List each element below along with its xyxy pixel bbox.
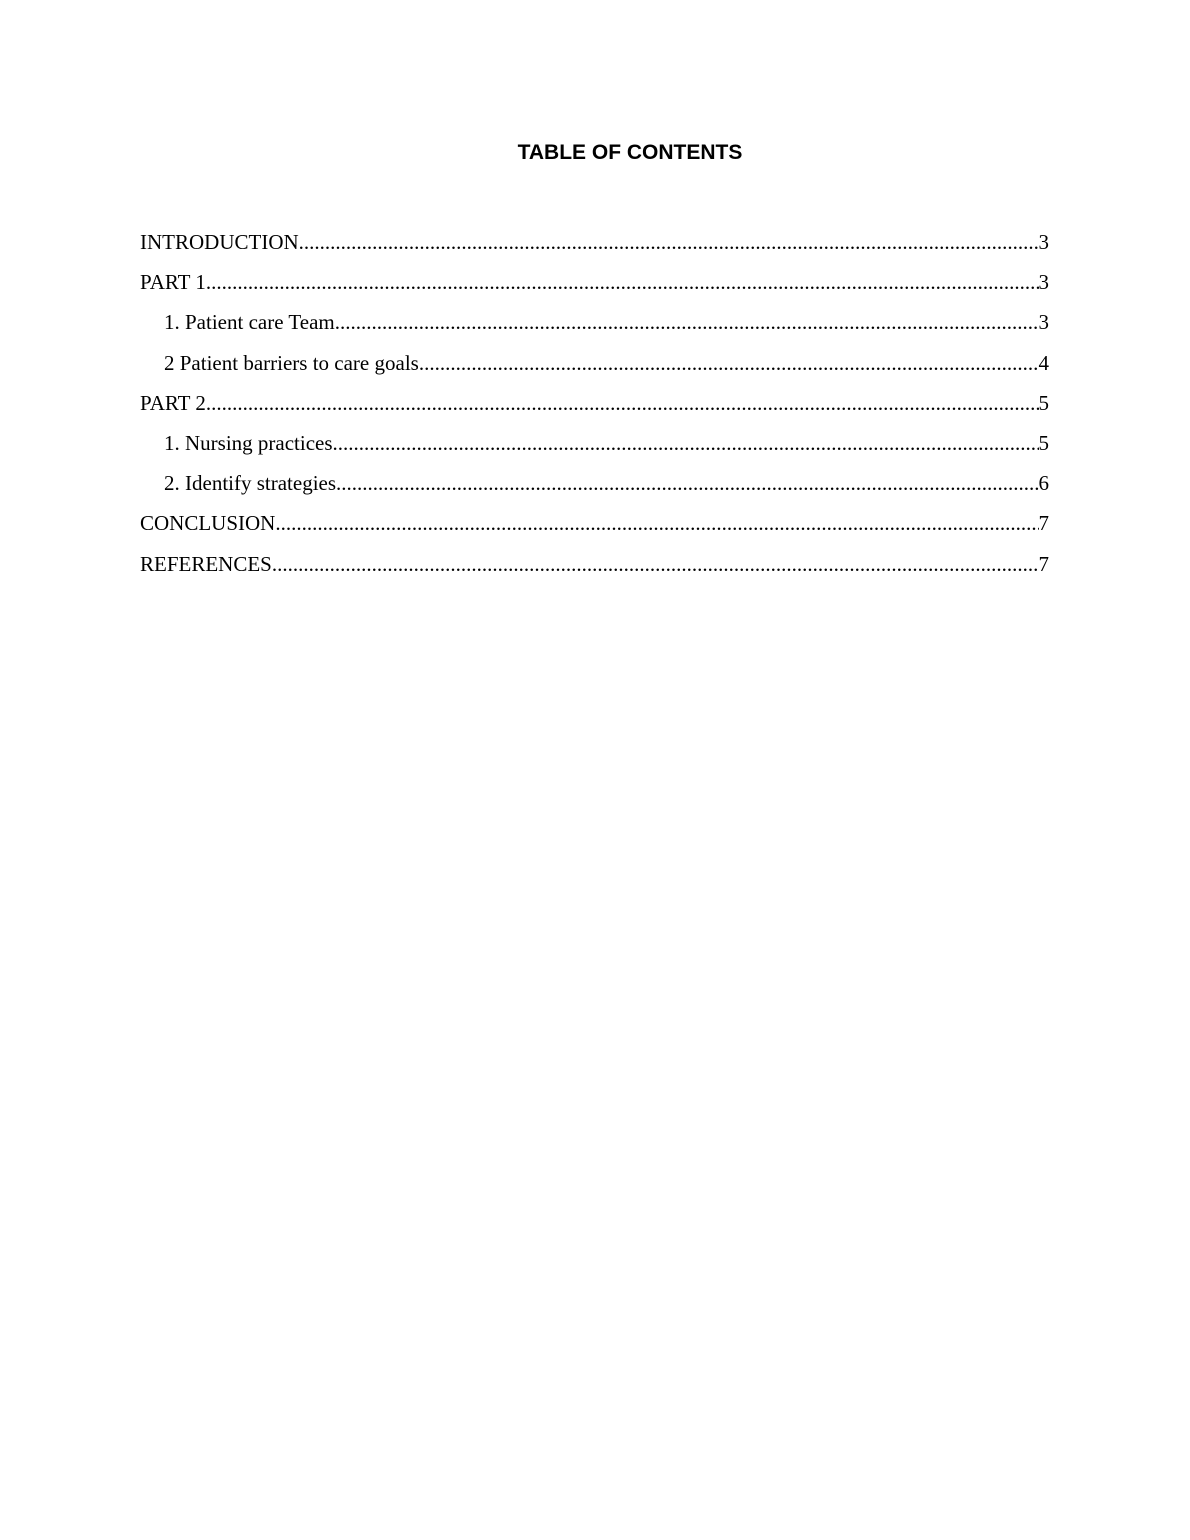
- toc-list: [140, 230, 1049, 592]
- toc-page-number: 3: [1038, 310, 1049, 335]
- toc-entry-nursing-practices[interactable]: [140, 431, 1049, 471]
- toc-entry-label: 1. Patient care Team: [164, 310, 335, 335]
- toc-entry-label: INTRODUCTION: [140, 230, 299, 254]
- toc-entry-label: PART 2: [140, 390, 206, 415]
- toc-entry-part-2[interactable]: [140, 391, 1049, 431]
- toc-dot-leader: [206, 391, 1039, 416]
- toc-entry-label: 2. Identify strategies: [164, 471, 337, 496]
- toc-page-number: 3: [1038, 230, 1049, 254]
- toc-dot-leader: [299, 230, 1039, 255]
- toc-entry-label: 1. Nursing practices: [164, 430, 333, 455]
- toc-dot-leader: [333, 431, 1039, 456]
- toc-entry-part-1[interactable]: [140, 270, 1049, 310]
- toc-entry-patient-care-team[interactable]: [140, 310, 1049, 350]
- toc-entry-label: CONCLUSION: [140, 511, 276, 536]
- toc-entry-label: 2 Patient barriers to care goals: [164, 350, 419, 375]
- toc-dot-leader: [206, 270, 1039, 295]
- toc-title: TABLE OF CONTENTS: [517, 141, 743, 164]
- toc-entry-label: PART 1: [140, 270, 206, 295]
- toc-page-number: 7: [1038, 511, 1049, 536]
- toc-page-number: 3: [1038, 270, 1049, 295]
- toc-entry-patient-barriers[interactable]: [140, 351, 1049, 391]
- toc-entry-references[interactable]: [140, 552, 1049, 592]
- toc-dot-leader: [275, 511, 1038, 536]
- toc-entry-introduction[interactable]: [140, 230, 1049, 270]
- toc-dot-leader: [336, 471, 1038, 496]
- toc-page-number: 5: [1038, 390, 1049, 415]
- toc-page-number: 5: [1038, 430, 1049, 455]
- toc-dot-leader: [272, 552, 1039, 577]
- toc-page-number: 4: [1038, 350, 1049, 375]
- toc-dot-leader: [335, 310, 1039, 335]
- toc-page-number: 6: [1038, 471, 1049, 496]
- toc-page-number: 7: [1038, 551, 1049, 576]
- toc-entry-label: REFERENCES: [140, 551, 272, 576]
- toc-dot-leader: [419, 351, 1039, 376]
- toc-entry-conclusion[interactable]: [140, 511, 1049, 551]
- toc-entry-identify-strategies[interactable]: [140, 471, 1049, 511]
